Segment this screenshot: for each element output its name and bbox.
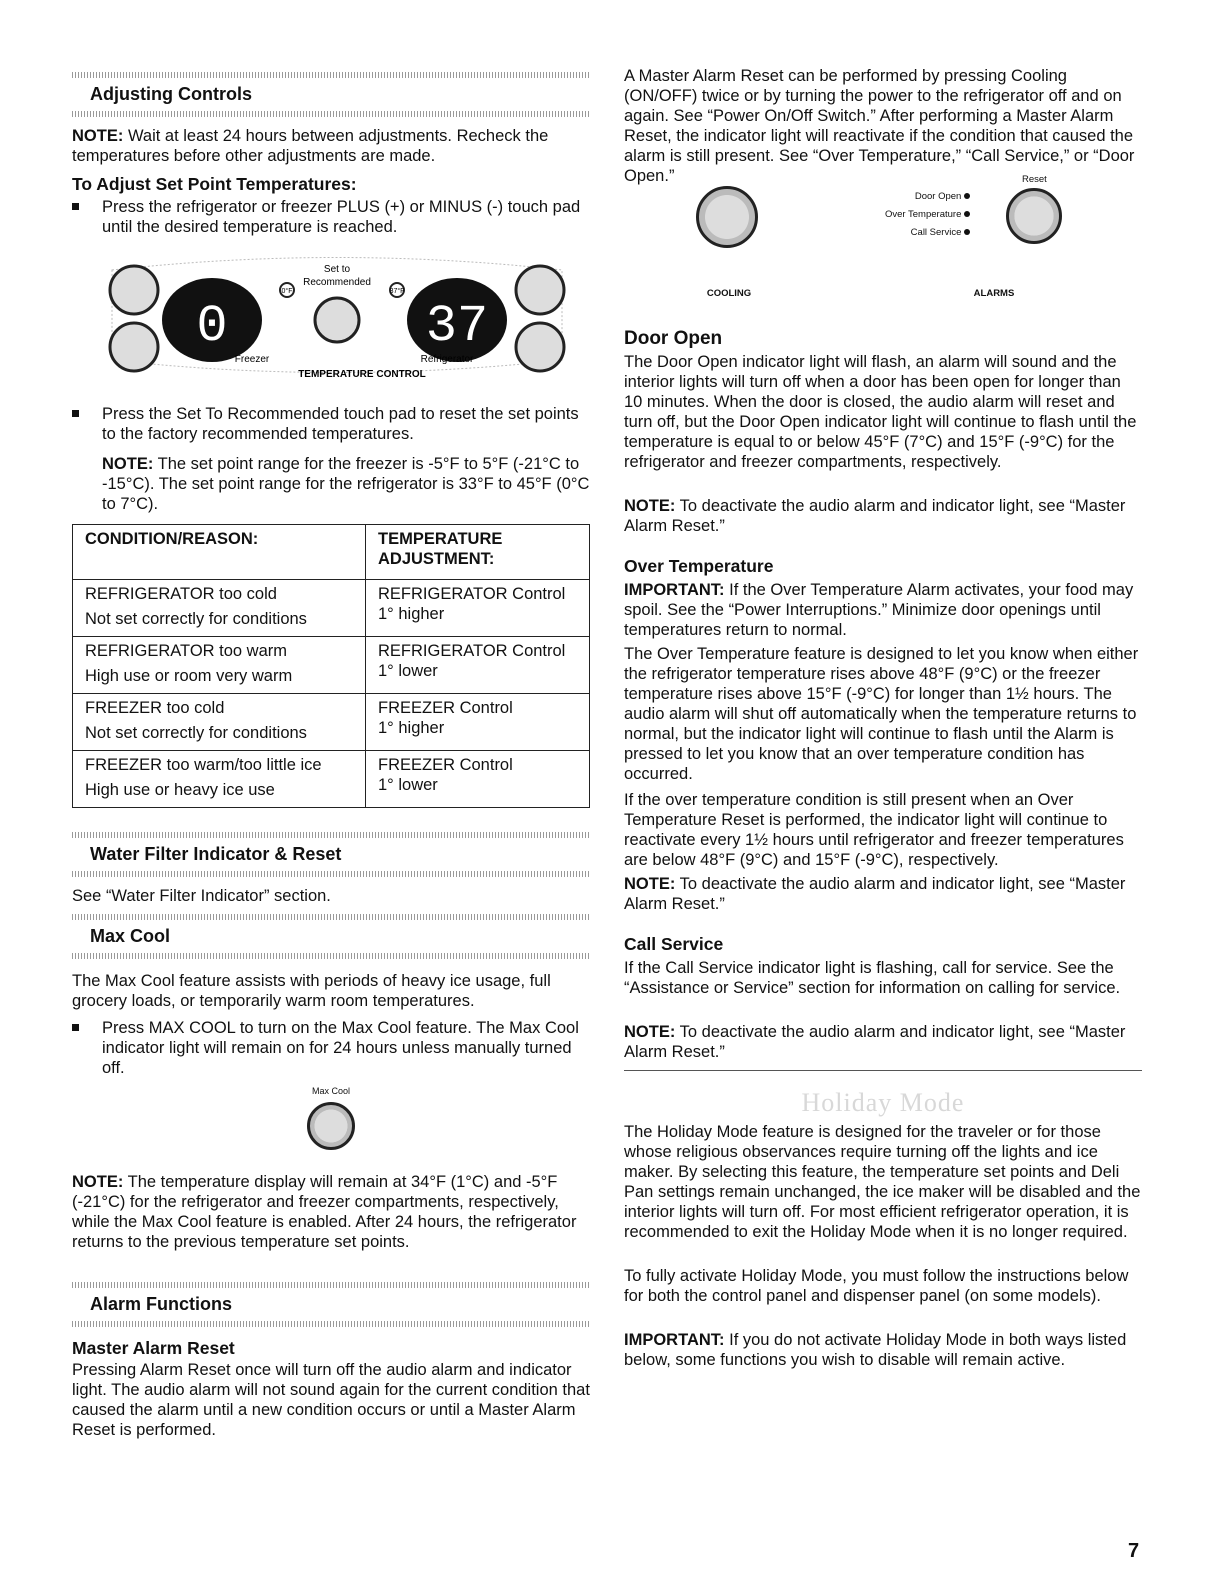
section-heading: Alarm Functions xyxy=(90,1294,233,1314)
water-filter-text: See “Water Filter Indicator” section. xyxy=(72,887,331,905)
table-cell: FREEZER too cold Not set correctly for conditions xyxy=(73,694,366,751)
note-label: NOTE: xyxy=(624,497,676,515)
table-cell: REFRIGERATOR Control 1° lower xyxy=(366,637,590,694)
over-temp-text: If the over temperature condition is still present when an Over Temperature Reset is performed, the indicator light will continue to reactivate every 1½ hours until refrigerator and freezer temperatures are below 48°F (9°C) and 15°F (-9°C), respectively. xyxy=(624,791,1124,869)
subheading: Call Service xyxy=(624,934,724,954)
holiday-text: To fully activate Holiday Mode, you must follow the instructions below for both the control panel and dispenser panel (on some models). xyxy=(624,1267,1129,1305)
table-header: TEMPERATURE ADJUSTMENT: xyxy=(366,525,590,580)
master-alarm-text: Pressing Alarm Reset once will turn off the audio alarm and indicator light. The audio alarm will not sound again for the current condition that caused the alarm until a new condition occurs or until a Master Alarm Reset is performed. xyxy=(72,1361,590,1439)
section-heading: Adjusting Controls xyxy=(90,84,252,104)
section-rule xyxy=(624,1070,1142,1071)
max-cool-text: The Max Cool feature assists with periods of heavy ice usage, full grocery loads, or temporarily warm room temperatures. xyxy=(72,972,551,1010)
divider xyxy=(72,953,590,959)
important-label: IMPORTANT: xyxy=(624,581,725,599)
alarm-functions-section xyxy=(72,1282,590,1327)
note-label: NOTE: xyxy=(72,1173,124,1191)
page-number: 7 xyxy=(1128,1540,1140,1562)
over-temperature-indicator: Over Temperature xyxy=(864,206,970,224)
note-text: To deactivate the audio alarm and indicator light, see “Master Alarm Reset.” xyxy=(624,875,1126,913)
divider xyxy=(72,111,590,117)
subheading: Master Alarm Reset xyxy=(72,1338,235,1358)
set-point-note xyxy=(102,454,590,514)
fridge-display: 37 xyxy=(425,297,489,356)
temperature-control-panel xyxy=(102,250,572,380)
note-text: Wait at least 24 hours between adjustments. Recheck the temperatures before other adjustments are made. xyxy=(72,127,549,165)
call-service-text: If the Call Service indicator light is flashing, call for service. See the “Assistance or Service” section for information on calling for service. xyxy=(624,959,1121,997)
reset-button xyxy=(1006,188,1062,244)
water-filter-section xyxy=(72,832,590,877)
table-header-row xyxy=(73,525,590,580)
holiday-important xyxy=(624,1330,1142,1370)
bullet-item: Press MAX COOL to turn on the Max Cool feature. The Max Cool indicator light will remain on for 24 hours unless manually turned off. xyxy=(72,1018,590,1078)
max-cool-note xyxy=(72,1172,590,1252)
table-row xyxy=(73,694,590,751)
temperature-control-caption: TEMPERATURE CONTROL xyxy=(298,369,426,380)
note-text: To deactivate the audio alarm and indicator light, see “Master Alarm Reset.” xyxy=(624,497,1126,535)
over-temp-text: The Over Temperature feature is designed to let you know when either the refrigerator temperature rises above 48°F (9°C) or the freezer temperature rises above 15°F (-9°C) for longer than 1½ hours. The audio alarm will shut off automatically when the temperature returns to normal, but the indicator light will continue to flash until the Alarm is pressed to let you know that an over temperature condition has occurred. xyxy=(624,645,1139,783)
important-label: IMPORTANT: xyxy=(624,1331,725,1349)
subheading: Door Open xyxy=(624,328,723,349)
call-service-indicator: Call Service xyxy=(864,224,970,242)
freezer-display: 0 xyxy=(196,297,228,356)
recommended-label: Recommended xyxy=(303,277,371,288)
temperature-panel-graphic xyxy=(102,250,572,380)
table-cell: FREEZER Control 1° lower xyxy=(366,751,590,808)
alarms-label: ALARMS xyxy=(973,288,1015,299)
divider xyxy=(72,871,590,877)
door-open-indicator: Door Open xyxy=(864,188,970,206)
note-text: The temperature display will remain at 34°F (1°C) and -5°F (-21°C) for the refrigerator and freezer compartments, respectively, while the Max Cool feature is enabled. After 24 hours, the refrigerator returns to the previous temperature set points. xyxy=(72,1173,577,1251)
door-open-text: The Door Open indicator light will flash, an alarm will sound and the interior lights will turn off when a door has been open for longer than 10 minutes. When the door is closed, the audio alarm will reset and turn off, but the Door Open indicator light will continue to flash until the temperature is equal to or below 45°F (7°C) and 15°F (-9°C) for the refrigerator and freezer compartments, respectively. xyxy=(624,353,1137,471)
max-cool-icon xyxy=(307,1102,355,1150)
bullet-item: Press the Set To Recommended touch pad to reset the set points to the factory recommended temperatures. xyxy=(72,404,590,444)
important-text: If you do not activate Holiday Mode in both ways listed below, some functions you wish to disable will remain active. xyxy=(624,1331,1127,1369)
set-to-label: Set to xyxy=(323,264,351,275)
table-cell: REFRIGERATOR too cold Not set correctly for conditions xyxy=(73,580,366,637)
holiday-text: The Holiday Mode feature is designed for the traveler or for those whose religious observances require turning off the lights and ice maker. By selecting this feature, the temperature set points and Deli Pan settings remain unchanged, the ice maker will be disabled and the interior lights will turn off. For most efficient refrigerator operation, it is recommended to exit the Holiday Mode when it is no longer required. xyxy=(624,1123,1141,1241)
table-row xyxy=(73,751,590,808)
door-open-note xyxy=(624,496,1142,536)
note-label: NOTE: xyxy=(624,875,676,893)
zero-f-label: 0°F xyxy=(281,288,293,295)
max-cool-icon-label: Max Cool xyxy=(311,1086,350,1096)
section-heading: Water Filter Indicator & Reset xyxy=(90,844,342,864)
alarm-indicator-labels xyxy=(864,188,970,242)
master-alarm-intro: A Master Alarm Reset can be performed by pressing Cooling (ON/OFF) twice or by turning the power to the refrigerator off and on again. See “Power On/Off Switch.” After performing a Master Alarm Reset, the indicator light will reactivate if the condition that caused the alarm is still present. See “Over Temperature,” “Call Service,” or “Door Open.” xyxy=(624,67,1135,185)
important-text: If the Over Temperature Alarm activates, your food may spoil. See the “Power Interruptions.” Minimize door openings until temperatures return to normal. xyxy=(624,581,1134,639)
note-text: The set point range for the freezer is -5°F to 5°F (-21°C to -15°C). The set point range for the refrigerator is 33°F to 45°F (0°C to 7°C). xyxy=(102,455,590,513)
cooling-label: COOLING xyxy=(706,288,752,299)
table-cell: FREEZER too warm/too little ice High use or heavy ice use xyxy=(73,751,366,808)
table-header: CONDITION/REASON: xyxy=(73,525,366,580)
divider xyxy=(72,1321,590,1327)
table-cell: REFRIGERATOR Control 1° higher xyxy=(366,580,590,637)
subheading: To Adjust Set Point Temperatures: xyxy=(72,174,357,194)
freezer-label: Freezer xyxy=(234,354,270,365)
temperature-adjustment-table xyxy=(72,524,590,808)
note-paragraph xyxy=(72,126,590,166)
cooling-button xyxy=(696,186,758,248)
note-text: To deactivate the audio alarm and indicator light, see “Master Alarm Reset.” xyxy=(624,1023,1126,1061)
adjusting-controls-section xyxy=(72,72,590,117)
holiday-mode-title: Holiday Mode xyxy=(801,1088,965,1117)
subheading: Over Temperature xyxy=(624,556,774,576)
table-cell: FREEZER Control 1° higher xyxy=(366,694,590,751)
note-label: NOTE: xyxy=(624,1023,676,1041)
section-heading: Max Cool xyxy=(90,926,171,946)
alarm-panel-graphic xyxy=(684,172,1104,302)
note-label: NOTE: xyxy=(72,127,124,145)
bullet-item: Press the refrigerator or freezer PLUS (+) or MINUS (-) touch pad until the desired temperature is reached. xyxy=(72,197,590,237)
table-row xyxy=(73,637,590,694)
thirty-seven-f-label: 37°F xyxy=(389,288,405,295)
over-temp-important xyxy=(624,580,1142,640)
table-cell: REFRIGERATOR too warm High use or room very warm xyxy=(73,637,366,694)
reset-label: Reset xyxy=(1022,174,1047,185)
table-row xyxy=(73,580,590,637)
note-label: NOTE: xyxy=(102,455,154,473)
refrigerator-label: Refrigerator xyxy=(420,354,474,365)
max-cool-button-graphic xyxy=(286,1086,376,1150)
max-cool-section xyxy=(72,914,590,959)
call-service-note xyxy=(624,1022,1142,1062)
over-temp-note xyxy=(624,874,1142,914)
